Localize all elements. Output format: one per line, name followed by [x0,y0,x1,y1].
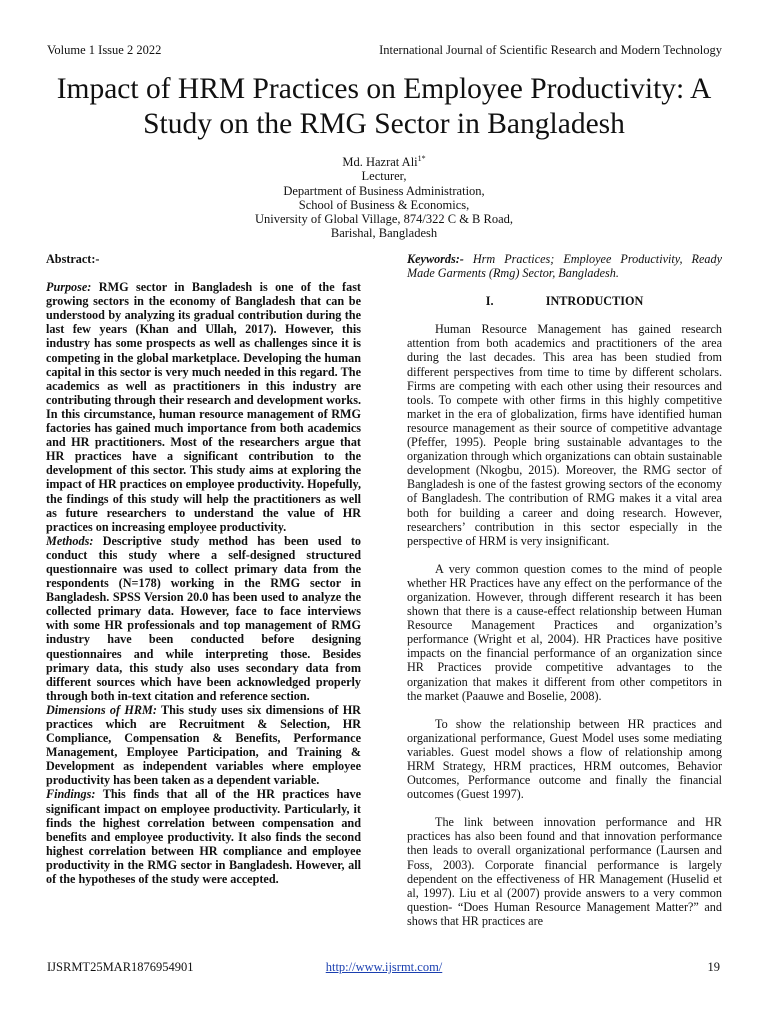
author-department: Department of Business Administration, [283,183,485,198]
abstract-purpose: Purpose: RMG sector in Bangladesh is one of the fast growing sectors in the economy of Bangladesh that can be understood by analyzing its gradual contribution during the last few years (Khan and Ullah, 2017). However, this industry has some prospects as well as challenges since it is competing in the global marketplace. Developing the human capital in this sector is very much needed in this regard. The academics as well as practitioners in this industry are contributing through their research and development works. In this circumstance, human resource management of RMG factories has gained much importance from both academics and HR practitioners. Most of the researchers argue that HR practices have a significant contribution to the development of this sector. This study aims at exploring the impact of HR practices on employee productivity. Hopefully, the findings of this study will help the practitioners as well as future researchers to understand the value of HR practices on increasing employee productivity. [46,280,361,534]
abstract-findings: Findings: This finds that all of the HR practices have significant impact on employee productivity. Particularly, it finds the highest correlation between compensation and benefits and employee productivity. It also finds the second highest correlation between HR compliance and employee productivity in the RMG sector in Bangladesh. However, all of the hypotheses of the study were accepted. [46,787,361,887]
keywords: Keywords:- Hrm Practices; Employee Productivity, Ready Made Garments (Rmg) Sector, Bangladesh. [407,252,722,281]
journal-link[interactable]: http://www.ijsrmt.com/ [325,960,443,974]
section-heading: I. INTRODUCTION [485,294,644,309]
abstract-column [46,252,361,886]
abstract-dimensions: Dimensions of HRM: This study uses six dimensions of HR practices which are Recruitment & Selection, HR Compliance, Compensation & Benefits, Performance Management, Employee Participation, and Training & Development as independent variables where employee productivity has been taken as a dependent variable. [46,702,361,788]
article-id: IJSRMT25MAR1876954901 [47,960,194,974]
author-city: Barishal, Bangladesh [330,226,438,241]
volume-issue: Volume 1 Issue 2 2022 [47,43,162,57]
author-name: Md. Hazrat Ali$^{1*}$ [342,154,426,170]
paper-title: Impact of HRM Practices on Employee Productivity: A Study on the RMG Sector in Bangladesh [56,73,712,140]
body-column [407,252,722,942]
intro-paragraph: A very common question comes to the mind of people whether HR Practices have any effect on the performance of the organization. However, through different research it has been shown that there is a cause-effect relationship between Human Resource Management Practices and organization’s performance (Wright et al, 2004). HR Practices have positive impacts on the financial performance of an organization since HR Practices provide competitive advantages to the organization that makes it different from other competitors in the market (Paauwe and Boselie, 2008). [407,561,722,703]
abstract-heading: Abstract:- [46,252,100,266]
author-marker: 1* [417,154,426,163]
author-position: Lecturer, [361,169,407,184]
intro-paragraph: Human Resource Management has gained research attention from both academics and practitioners of the area during the last decades. This area has been studied from different perspectives from time to time by different scholars. Firms are competing with each other using their resources and tools. To compete with other firms in this highly competitive market in the era of globalization, firms have identified human resource management as their source of competitive advantage (Pfeffer, 1995). People bring sustainable advantages to the organization through which organizations can obtain sustainable development (Nkogbu, 2015). Moreover, the RMG sector of Bangladesh is one of the fastest growing sectors of the economy of Bangladesh. The contribution of RMG makes it a vital area both for building a career and doing research. However, researchers’ contribution in this sector especially in the perspective of HRM is very insignificant. [407,322,722,548]
journal-name: International Journal of Scientific Research and Modern Technology [379,43,722,57]
author-school: School of Business & Economics, [298,197,470,212]
intro-paragraph: To show the relationship between HR practices and organizational performance, Guest Model uses some mediating variables. Guest model shows a flow of relationship among HRM Strategy, HRM practices, HRM outcomes, Behavior Outcomes, Performance outcome and finally the financial outcomes (Guest 1997). [407,716,722,802]
author-university: University of Global Village, 874/322 C & B Road, [254,211,514,226]
author-block [100,152,668,240]
intro-paragraph: The link between innovation performance and HR practices has also been found and that innovation performance then leads to overall organizational performance (Laursen and Foss, 2003). Corporate financial performance is largely dependent on the effectiveness of HR Management (Huselid et al, 1997). Liu et al (2007) provide answers to a very common question- “Does Human Resource Management Matter?” and shows that HR practices are [407,815,722,928]
abstract-methods: Methods: Descriptive study method has been used to conduct this study where a self-designed structured questionnaire was used to collect primary data from the respondents (N=178) working in the RMG sector in Bangladesh. SPSS Version 20.0 has been used to analyze the collected primary data. However, face to face interviews with some HR professionals and top management of RMG industry have been conducted before designing questionnaires and while interpreting those. Besides primary data, this study also uses secondary data from different sources which have been acknowledged properly through both in-text citation and reference section. [46,533,361,703]
page-number: 19 [707,960,720,974]
